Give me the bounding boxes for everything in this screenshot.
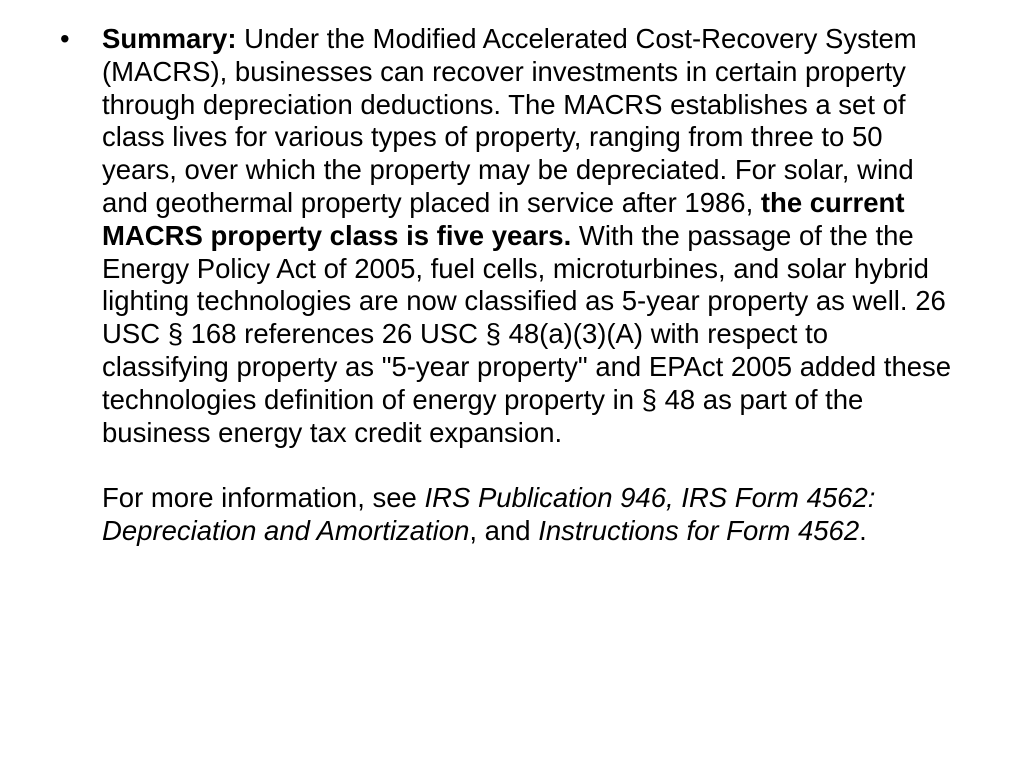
more-info-join: , and — [469, 514, 539, 546]
bullet-icon: • — [60, 23, 70, 54]
summary-label: Summary: — [102, 23, 237, 54]
more-info-paragraph — [102, 482, 960, 548]
summary-paragraph — [102, 23, 960, 449]
more-info-ref-2: Instructions for Form 4562 — [538, 514, 860, 546]
summary-bullet — [60, 23, 960, 548]
bullet-list — [60, 23, 960, 548]
more-info-ref-1: IRS Publication 946, IRS Form 4562: Depreciation and Amortization — [102, 482, 876, 546]
more-info-lead: For more information, see — [102, 482, 425, 514]
summary-emphasis: the current MACRS property class is five years. — [102, 186, 905, 251]
summary-text-2: With the passage of the the Energy Policy Act of 2005, fuel cells, microturbines, and solar hybrid lighting technologies are now classified as 5-year property as well. 26 USC § 168 references 26 USC § 48(a)(3)(A) with respect to classifying property as "5-year property" and EPAct 2005 added these technologies definition of energy property in § 48 as part of the business energy tax credit expansion. — [102, 219, 952, 448]
summary-text-1: Under the Modified Accelerated Cost-Recovery System (MACRS), businesses can recover investments in certain property through depreciation deductions. The MACRS establishes a set of class lives for various types of property, ranging from three to 50 years, over which the property may be depreciated. For solar, wind and geothermal property placed in service after 1986, — [102, 23, 917, 218]
more-info-end: . — [859, 514, 867, 546]
